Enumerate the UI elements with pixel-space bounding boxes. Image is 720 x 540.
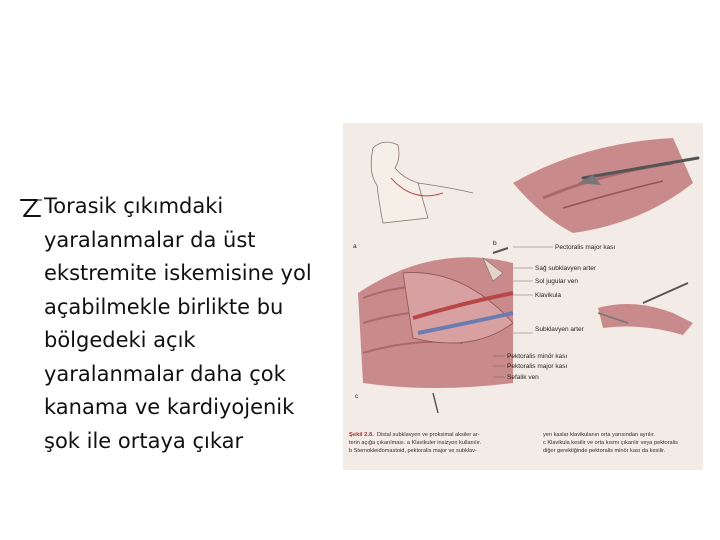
caption-left-line: Distal subklavyen ve proksimal aksiler ar- bbox=[377, 432, 480, 438]
caption-right-line: c Klavikula kesilir ve orta kısmı çıkarılır veya pektoralis bbox=[543, 440, 678, 446]
panel-label-c: c bbox=[355, 393, 359, 400]
caption-left-line: b Sternokleidomastoid, pektoralis major ve subklav- bbox=[349, 448, 477, 454]
panel-c-drawing bbox=[358, 248, 693, 413]
italic-z-bullet-icon bbox=[18, 194, 44, 220]
label-subclavian-artery: Sağ subklavyen arter bbox=[535, 265, 597, 272]
panel-label-a: a bbox=[353, 243, 357, 250]
label-pectoralis-minor: Pektoralis minör kası bbox=[507, 353, 568, 360]
panel-b-drawing bbox=[513, 138, 698, 233]
label-clavicle: Klavikula bbox=[535, 292, 562, 299]
anatomy-figure bbox=[343, 123, 703, 470]
label-subclavian-vein: Sol jugular ven bbox=[535, 278, 578, 285]
label-subclavian-artery-2: Subklavyen arter bbox=[535, 326, 584, 333]
label-pectoralis-major: Pectoralis major kası bbox=[555, 244, 616, 251]
figure-caption bbox=[349, 432, 678, 454]
bullet-text: Torasik çıkımdaki yaralanmalar da üst ekstremite iskemisine yol açabilmekle birlikte bu bölgedeki açık yaralanmalar daha çok kanama ve kardiyojenik şok ile ortaya çıkar bbox=[44, 194, 312, 453]
panel-label-b: b bbox=[493, 240, 497, 247]
label-pectoralis-major-2: Pektoralis major kası bbox=[507, 363, 568, 370]
surgical-illustration bbox=[343, 123, 703, 470]
caption-left-line: terin açığa çıkarılması. a Klavikuler insizyon kullanılır. bbox=[349, 440, 482, 446]
bullet-point bbox=[18, 190, 348, 458]
caption-title: Şekil 2.8. bbox=[349, 432, 374, 438]
label-cephalic-vein: Sefalik ven bbox=[507, 374, 539, 381]
panel-a-drawing bbox=[371, 142, 473, 223]
caption-right-line: yen kaslar klavikulanın orta yarısından ayrılır. bbox=[543, 432, 655, 438]
caption-right-line: diğer gerektiğinde pektoralis minör kası da kesilir. bbox=[543, 448, 666, 454]
